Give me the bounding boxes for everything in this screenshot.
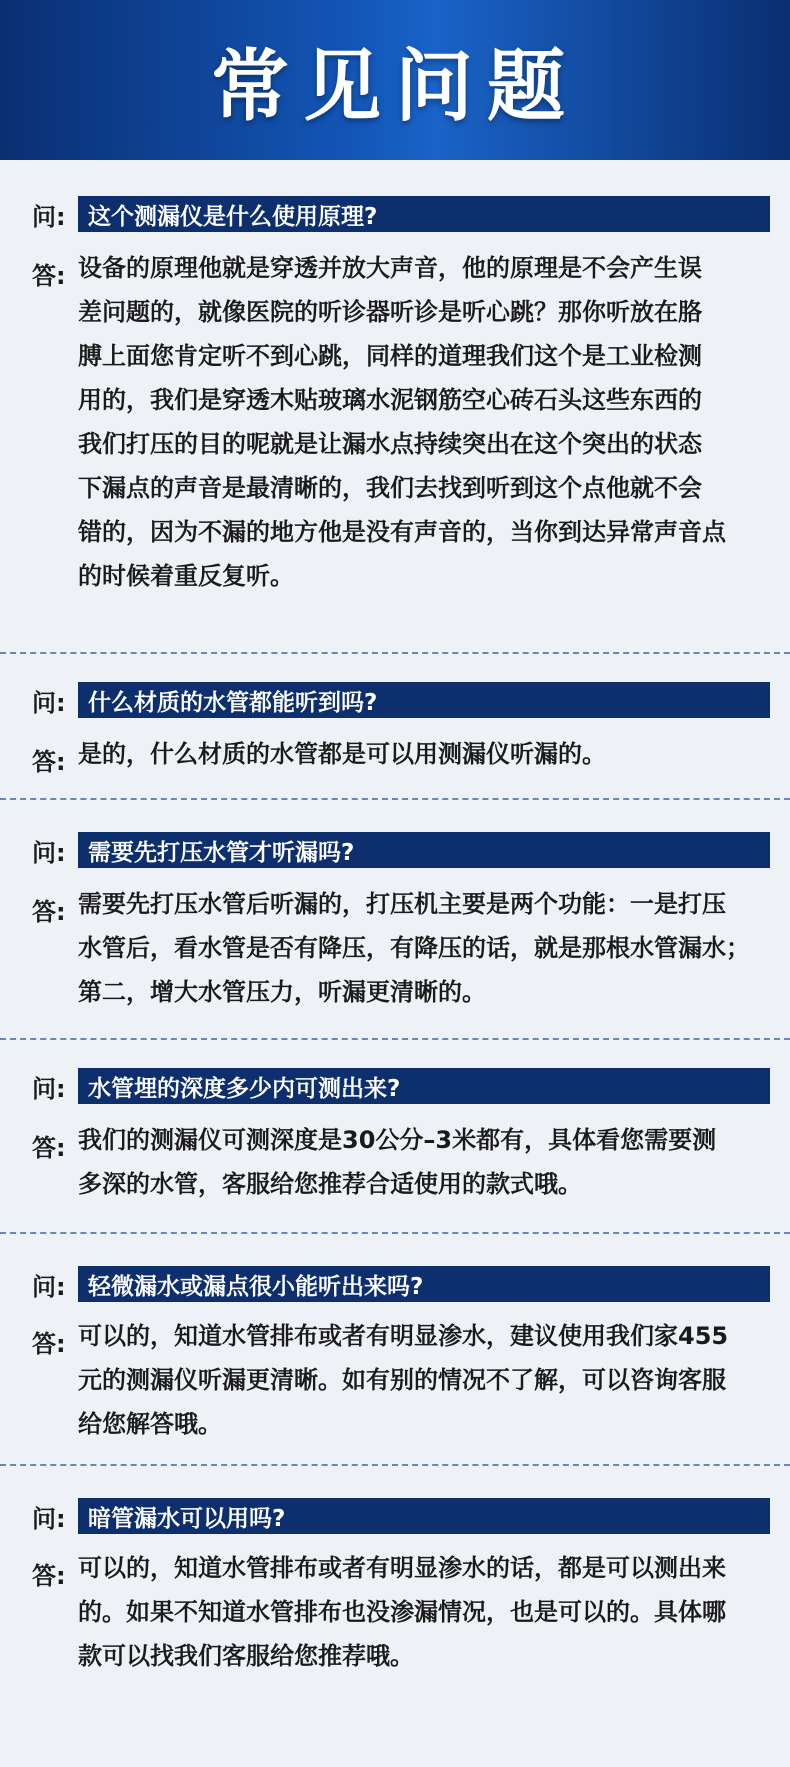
answer-prefix: 答: — [32, 748, 66, 776]
faq-question-4 — [32, 1068, 401, 1104]
faq-question-3 — [32, 832, 355, 868]
faq-question-6 — [32, 1498, 286, 1534]
answer-line: 款可以找我们客服给您推荐哦。 — [78, 1642, 414, 1670]
section-divider — [0, 652, 790, 654]
answer-line: 第二，增大水管压力，听漏更清晰的。 — [78, 978, 486, 1006]
answer-line: 膊上面您肯定听不到心跳，同样的道理我们这个是工业检测 — [78, 342, 702, 370]
section-divider — [0, 1038, 790, 1040]
question-prefix: 问: — [32, 688, 66, 717]
answer-line: 差问题的，就像医院的听诊器听诊是听心跳？那你听放在胳 — [78, 298, 702, 326]
answer-line: 设备的原理他就是穿透并放大声音，他的原理是不会产生误 — [78, 254, 702, 282]
answer-line: 是的，什么材质的水管都是可以用测漏仪听漏的。 — [78, 740, 606, 768]
answer-line: 用的，我们是穿透木贴玻璃水泥钢筋空心砖石头这些东西的 — [78, 386, 702, 414]
answer-line: 水管后，看水管是否有降压，有降压的话，就是那根水管漏水； — [78, 934, 750, 962]
answer-line: 的时候着重反复听。 — [78, 562, 294, 590]
section-divider — [0, 1232, 790, 1234]
question-bar: 需要先打压水管才听漏吗? — [78, 832, 770, 868]
faq-question-1 — [32, 196, 378, 232]
question-prefix: 问: — [32, 202, 66, 231]
section-divider — [0, 1464, 790, 1466]
question-bar: 什么材质的水管都能听到吗? — [78, 682, 770, 718]
question-bar: 水管埋的深度多少内可测出来? — [78, 1068, 770, 1104]
faq-question-2 — [32, 682, 378, 718]
faq-question-5 — [32, 1266, 424, 1302]
answer-line: 可以的，知道水管排布或者有明显渗水的话，都是可以测出来 — [78, 1554, 726, 1582]
answer-prefix: 答: — [32, 1134, 66, 1162]
answer-line: 我们打压的目的呢就是让漏水点持续突出在这个突出的状态 — [78, 430, 702, 458]
answer-line: 错的，因为不漏的地方他是没有声音的，当你到达异常声音点 — [78, 518, 726, 546]
answer-line: 我们的测漏仪可测深度是30公分–3米都有，具体看您需要测 — [78, 1126, 717, 1154]
question-bar: 这个测漏仪是什么使用原理? — [78, 196, 770, 232]
answer-line: 可以的，知道水管排布或者有明显渗水，建议使用我们家455 — [78, 1322, 729, 1350]
answer-line: 多深的水管，客服给您推荐合适使用的款式哦。 — [78, 1170, 582, 1198]
answer-prefix: 答: — [32, 262, 66, 290]
answer-line: 需要先打压水管后听漏的，打压机主要是两个功能：一是打压 — [78, 890, 726, 918]
page-title: 常见问题 — [210, 42, 579, 132]
question-prefix: 问: — [32, 1272, 66, 1301]
question-prefix: 问: — [32, 1074, 66, 1103]
answer-line: 的。如果不知道水管排布也没渗漏情况，也是可以的。具体哪 — [78, 1598, 726, 1626]
answer-line: 元的测漏仪听漏更清晰。如有别的情况不了解，可以咨询客服 — [78, 1366, 726, 1394]
question-prefix: 问: — [32, 1504, 66, 1533]
question-bar: 暗管漏水可以用吗? — [78, 1498, 770, 1534]
header-banner — [0, 0, 790, 160]
answer-line: 给您解答哦。 — [78, 1410, 222, 1438]
answer-line: 下漏点的声音是最清晰的，我们去找到听到这个点他就不会 — [78, 474, 702, 502]
question-prefix: 问: — [32, 838, 66, 867]
answer-prefix: 答: — [32, 1562, 66, 1590]
answer-prefix: 答: — [32, 1330, 66, 1358]
answer-prefix: 答: — [32, 898, 66, 926]
section-divider — [0, 798, 790, 800]
question-bar: 轻微漏水或漏点很小能听出来吗? — [78, 1266, 770, 1302]
